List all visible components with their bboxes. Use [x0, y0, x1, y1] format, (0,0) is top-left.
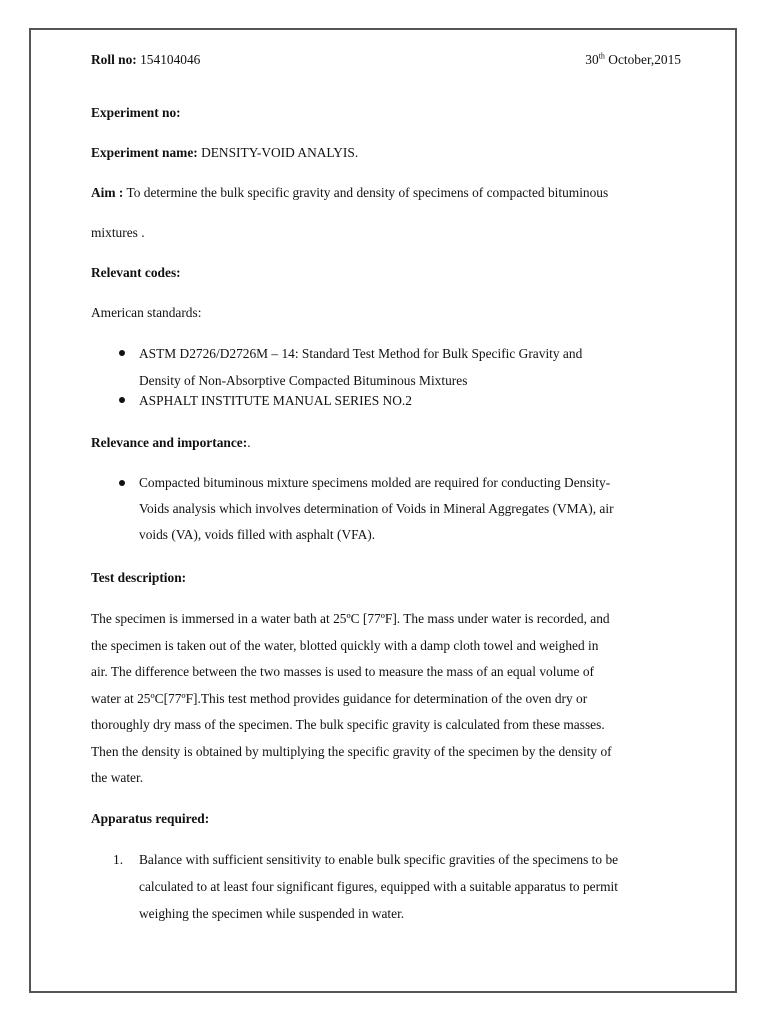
roll-value: 154104046 — [136, 52, 201, 67]
document-date — [585, 47, 681, 73]
american-standards-label: American standards: — [91, 305, 202, 320]
experiment-no-label: Experiment no: — [91, 105, 181, 120]
relevance-heading: Relevance and importance: — [91, 435, 248, 450]
code-item-line-1: ASPHALT INSTITUTE MANUAL SERIES NO.2 — [139, 393, 412, 408]
test-line-5: thoroughly dry mass of the specimen. The bulk specific gravity is calculated from these masses. — [91, 717, 605, 732]
codes-list-2 — [91, 387, 681, 414]
relevance-heading-row — [91, 430, 681, 456]
aim-text-1: To determine the bulk specific gravity and density of specimens of compacted bituminous — [123, 185, 609, 200]
aim-label: Aim : — [91, 185, 124, 200]
relevance-line-1: Compacted bituminous mixture specimens molded are required for conducting Density- — [139, 475, 611, 490]
test-description-heading: Test description: — [91, 570, 187, 585]
bullet-icon — [119, 350, 125, 356]
list-item — [91, 340, 681, 394]
test-line-1: The specimen is immersed in a water bath at 25ºC [77ºF]. The mass under water is recorded, and — [91, 611, 610, 626]
apparatus-line-2: calculated to at least four significant figures, equipped with a suitable apparatus to permit — [139, 879, 618, 894]
document-page — [29, 28, 737, 993]
list-item — [91, 846, 681, 927]
apparatus-line-1: Balance with sufficient sensitivity to enable bulk specific gravities of the specimens to be — [139, 852, 619, 867]
apparatus-list — [91, 846, 681, 927]
bullet-icon — [119, 397, 125, 403]
relevance-list — [91, 470, 681, 548]
relevant-codes-heading: Relevant codes: — [91, 265, 181, 280]
apparatus-line-3: weighing the specimen while suspended in water. — [139, 906, 405, 921]
test-line-3: air. The difference between the two masses is used to measure the mass of an equal volume of — [91, 664, 594, 679]
test-line-2: the specimen is taken out of the water, blotted quickly with a damp cloth towel and weighed in — [91, 637, 599, 653]
aim-line-2: mixtures . — [91, 225, 145, 240]
item-number: 1. — [113, 852, 124, 867]
list-item — [91, 387, 681, 414]
list-item — [91, 470, 681, 548]
date-day: 30 — [585, 52, 599, 67]
date-suffix: th — [598, 51, 605, 61]
experiment-name-label: Experiment name: — [91, 145, 198, 160]
bullet-icon — [119, 480, 125, 486]
test-line-7: the water. — [91, 770, 144, 785]
apparatus-heading: Apparatus required: — [91, 811, 210, 826]
relevance-heading-suffix: . — [247, 435, 251, 450]
test-description-paragraph — [91, 606, 681, 792]
relevance-line-3: voids (VA), voids filled with asphalt (VFA). — [139, 527, 376, 542]
test-line-6: Then the density is obtained by multiplying the specific gravity of the specimen by the density of — [91, 743, 612, 759]
test-line-4: water at 25ºC[77ºF].This test method provides guidance for determination of the oven dry or — [91, 690, 588, 706]
experiment-name-row — [91, 140, 681, 166]
aim-line-1 — [91, 180, 681, 206]
relevance-line-2: Voids analysis which involves determination of Voids in Mineral Aggregates (VMA), air — [139, 501, 614, 516]
code-item-line-2: Density of Non-Absorptive Compacted Bituminous Mixtures — [139, 373, 468, 388]
codes-list — [91, 340, 681, 394]
date-rest: October,2015 — [604, 52, 681, 67]
header-row — [91, 47, 681, 73]
experiment-name-value: DENSITY-VOID ANALYIS. — [197, 145, 359, 160]
code-item-line-1: ASTM D2726/D2726M – 14: Standard Test Method for Bulk Specific Gravity and — [139, 346, 583, 361]
roll-label: Roll no: — [91, 52, 137, 67]
